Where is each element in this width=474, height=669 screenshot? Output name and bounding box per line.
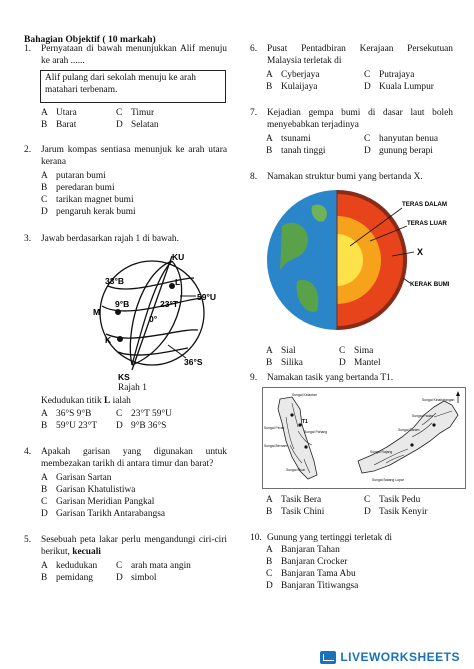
label-sungai-bernam: Sungai Bernam (264, 444, 288, 448)
option[interactable]: B peredaran bumi (41, 183, 115, 193)
label-sungai-baram: Sungai Baram (398, 428, 420, 432)
option[interactable]: A kedudukan (41, 561, 98, 571)
option[interactable]: D simbol (116, 573, 157, 583)
option[interactable]: A tsunami (266, 134, 311, 144)
label-kerak-bumi: KERAK BUMI (410, 281, 450, 288)
label-ku: KU (172, 252, 185, 262)
question-text: Pernyataan di bawah menunjukkan Alif menuju ke arah ...... (41, 44, 227, 66)
question-number: 3. (24, 234, 32, 244)
question-text: Jarum kompas sentiasa menunjuk ke arah utara kerana (41, 145, 227, 167)
section-title: Bahagian Objektif ( 10 markah) (24, 34, 156, 45)
option[interactable]: C arah mata angin (116, 561, 191, 571)
label-59u: 59°U (197, 292, 216, 302)
question-number: 2. (24, 145, 32, 155)
option[interactable]: C Sima (339, 346, 374, 356)
question-text: Apakah garisan yang digunakan untuk membezakan tarikh di antara timur dan barat? (41, 447, 227, 469)
question-number: 7. (250, 108, 258, 118)
label-23t: 23°T (160, 299, 179, 309)
label-9b: 9°B (115, 299, 130, 309)
point-m: M (93, 307, 101, 317)
option[interactable]: C Banjaran Tama Abu (266, 569, 356, 579)
question-text: Gunung yang tertinggi terletak di (267, 533, 392, 543)
option[interactable]: A Sial (266, 346, 296, 356)
label-sungai-pahang: Sungai Pahang (304, 430, 328, 434)
label-33b: 33°B (105, 276, 124, 286)
option[interactable]: A Garisan Sartan (41, 473, 112, 483)
option[interactable]: B Garisan Khatulistiwa (41, 485, 136, 495)
question-number: 1. (24, 44, 32, 54)
point-l: L (175, 277, 181, 287)
statement-text: Alif pulang dari sekolah menuju ke arah matahari terbenam. (45, 73, 196, 95)
label-ks: KS (118, 372, 130, 382)
option[interactable]: C Timur (116, 108, 155, 118)
question-text: Kejadian gempa bumi di dasar laut boleh menyebabkan terjadinya (267, 108, 453, 130)
label-t1: T1 (302, 419, 308, 425)
option[interactable]: D Kuala Lumpur (364, 82, 434, 92)
label-sungai-padas: Sungai Padas (412, 414, 434, 418)
label-zero: 0° (149, 314, 158, 324)
option[interactable]: C 23°T 59°U (116, 409, 172, 419)
label-sungai-batang-lupar: Sungai Batang Lupar (372, 478, 404, 482)
label-36s: 36°S (184, 357, 203, 367)
question-number: 8. (250, 172, 258, 182)
option[interactable]: B tanah tinggi (266, 146, 326, 156)
option[interactable]: A putaran bumi (41, 171, 106, 181)
option[interactable]: C Tasik Pedu (364, 495, 421, 505)
label-teras-dalam: TERAS DALAM (402, 201, 448, 208)
label-sungai-perak: Sungai Perak (264, 426, 285, 430)
question-subtext: Kedudukan titik L ialah (41, 396, 131, 406)
option[interactable]: B 59°U 23°T (41, 421, 98, 431)
liveworksheets-icon (320, 651, 336, 664)
question-number: 6. (250, 44, 258, 54)
statement-box (40, 70, 226, 103)
option[interactable]: A Cyberjaya (266, 70, 320, 80)
question-number: 5. (24, 535, 32, 545)
option[interactable]: D Mantel (339, 358, 381, 368)
question-text: Namakan struktur bumi yang bertanda X. (267, 172, 423, 182)
figure-caption: Rajah 1 (118, 383, 147, 393)
label-sungai-rajang: Sungai Rajang (370, 450, 393, 454)
option[interactable]: D Tasik Kenyir (364, 507, 428, 517)
option[interactable]: D Garisan Tarikh Antarabangsa (41, 509, 166, 519)
globe-diagram (80, 248, 230, 382)
option[interactable]: D Selatan (116, 120, 159, 130)
question-text: Jawab berdasarkan rajah 1 di bawah. (41, 234, 179, 244)
question-text: Pusat Pentadbiran Kerajaan Persekutuan Malaysia terletak di (267, 44, 453, 66)
label-teras-luar: TERAS LUAR (407, 220, 447, 227)
option[interactable]: C Garisan Meridian Pangkal (41, 497, 155, 507)
option[interactable]: B Kulaijaya (266, 82, 318, 92)
question-number: 9. (250, 373, 258, 383)
option[interactable]: B Banjaran Crocker (266, 557, 348, 567)
option[interactable]: A Tasik Bera (266, 495, 322, 505)
earth-structure-diagram (262, 186, 462, 336)
option[interactable]: D gunung berapi (364, 146, 433, 156)
label-sungai-muar: Sungai Muar (286, 468, 306, 472)
question-number: 10. (250, 533, 262, 543)
option[interactable]: B Silika (266, 358, 303, 368)
option[interactable]: B Barat (41, 120, 77, 130)
option[interactable]: B Tasik Chini (266, 507, 325, 517)
liveworksheets-logo[interactable]: LIVEWORKSHEETS (320, 650, 460, 665)
malaysia-map (262, 387, 466, 489)
option[interactable]: D Banjaran Titiwangsa (266, 581, 359, 591)
label-sungai-kinabatangan: Sungai Kinabatangan (422, 398, 455, 402)
question-number: 4. (24, 447, 32, 457)
option[interactable]: C tarikan magnet bumi (41, 195, 134, 205)
question-text: Namakan tasik yang bertanda T1. (267, 373, 394, 383)
option[interactable]: A Banjaran Tahan (266, 545, 340, 555)
option[interactable]: A 36°S 9°B (41, 409, 92, 419)
label-x: X (417, 247, 424, 257)
option[interactable]: B pemidang (41, 573, 93, 583)
option[interactable]: D 9°B 36°S (116, 421, 167, 431)
option[interactable]: A Utara (41, 108, 77, 118)
question-text: Sesebuah peta lakar perlu mengandungi ciri-ciri berikut, kecuali (41, 535, 227, 557)
point-k: K (105, 335, 112, 345)
option[interactable]: D pengaruh kerak bumi (41, 207, 136, 217)
option[interactable]: C Putrajaya (364, 70, 415, 80)
label-sungai-kelantan: Sungai Kelantan (292, 393, 317, 397)
option[interactable]: C hanyutan benua (364, 134, 439, 144)
